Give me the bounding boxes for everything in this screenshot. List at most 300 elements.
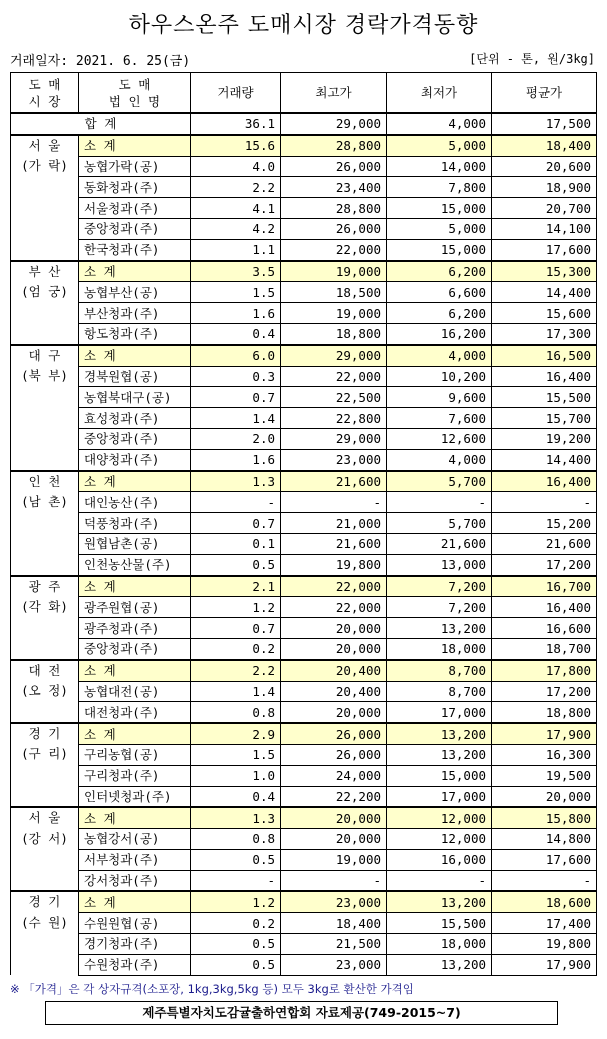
max-price-cell: 29,000 [281,428,387,449]
min-price-cell: 18,000 [387,934,492,955]
volume-cell: 1.5 [191,282,281,303]
source-note: 제주특별자치도감귤출하연합회 자료제공(749-2015~7) [45,1001,558,1025]
avg-price-cell: 20,000 [492,786,597,807]
company-cell: 소 계 [79,345,191,366]
company-cell: 농협강서(공) [79,829,191,850]
market-cell: (가 락) [11,156,79,177]
min-price-cell: 15,500 [387,913,492,934]
company-cell: 소 계 [79,723,191,744]
company-cell: 농협대전(공) [79,681,191,702]
max-price-cell: 20,000 [281,829,387,850]
max-price-cell: 21,600 [281,471,387,492]
volume-cell: 0.1 [191,533,281,554]
subtotal-row [11,471,597,492]
market-cell [11,513,79,534]
avg-price-cell: 18,600 [492,891,597,912]
min-price-cell: 13,200 [387,954,492,975]
company-cell: 농협부산(공) [79,282,191,303]
min-price-cell: 7,800 [387,177,492,198]
market-cell [11,449,79,470]
table-row [11,913,597,934]
market-cell [11,408,79,429]
table-row [11,177,597,198]
market-cell [11,765,79,786]
table-row [11,428,597,449]
market-cell [11,239,79,260]
min-price-cell: 7,200 [387,597,492,618]
min-price-cell: 13,200 [387,723,492,744]
table-row [11,323,597,344]
header-avg: 평균가 [492,73,597,114]
volume-cell: 0.4 [191,323,281,344]
volume-cell: 1.6 [191,449,281,470]
market-cell: (각 화) [11,597,79,618]
avg-price-cell: 17,900 [492,723,597,744]
avg-price-cell: 16,400 [492,471,597,492]
min-price-cell: 12,000 [387,829,492,850]
max-price-cell: 28,800 [281,198,387,219]
min-price-cell: 14,000 [387,156,492,177]
price-table [10,72,597,976]
min-price-cell: 6,200 [387,261,492,282]
max-price-cell: 20,400 [281,681,387,702]
volume-cell: 0.8 [191,702,281,723]
total-row [11,113,597,135]
min-price-cell: 6,600 [387,282,492,303]
market-cell [11,428,79,449]
market-cell: 대 구 [11,345,79,366]
avg-price-cell: 14,400 [492,449,597,470]
max-price-cell: 26,000 [281,156,387,177]
volume-cell: 1.2 [191,597,281,618]
volume-cell: 6.0 [191,345,281,366]
volume-cell: 2.2 [191,177,281,198]
unit-note: [단위 - 톤, 원/3kg] [469,52,595,66]
company-cell: 동화청과(주) [79,177,191,198]
max-price-cell: 22,000 [281,597,387,618]
min-price-cell: 13,200 [387,891,492,912]
max-price-cell: 28,800 [281,135,387,156]
volume-cell: 0.2 [191,638,281,659]
header-company [79,73,191,114]
min-price-cell: 7,600 [387,408,492,429]
min-price-cell: 21,600 [387,533,492,554]
max-price-cell: 18,500 [281,282,387,303]
min-price-cell: 17,000 [387,786,492,807]
company-cell: 서부청과(주) [79,849,191,870]
min-price-cell: 15,000 [387,765,492,786]
avg-price-cell: 19,800 [492,934,597,955]
volume-cell: 2.9 [191,723,281,744]
market-cell [11,387,79,408]
company-cell: 소 계 [79,135,191,156]
company-cell: 인천농산물(주) [79,554,191,575]
company-cell: 대인농산(주) [79,492,191,513]
avg-price-cell: 17,600 [492,849,597,870]
min-price-cell: 13,000 [387,554,492,575]
volume-cell: 1.0 [191,765,281,786]
company-cell: 구리청과(주) [79,765,191,786]
max-price-cell: 23,400 [281,177,387,198]
min-price-cell: - [387,870,492,891]
min-price-cell: 15,000 [387,198,492,219]
volume-cell: 0.5 [191,849,281,870]
avg-price-cell: 15,800 [492,807,597,828]
volume-cell: 0.7 [191,387,281,408]
min-price-cell: 17,000 [387,702,492,723]
min-price-cell: 15,000 [387,239,492,260]
header-max: 최고가 [281,73,387,114]
table-row [11,533,597,554]
table-row [11,366,597,387]
avg-price-cell: 16,300 [492,744,597,765]
footnote: ※ 「가격」은 각 상자규격(소포장, 1kg,3kg,5kg 등) 모두 3kg로 환산한 가격임 [10,982,414,996]
max-price-cell: 29,000 [281,345,387,366]
max-price-cell: 22,000 [281,576,387,597]
market-cell [11,638,79,659]
market-cell: 대 전 [11,660,79,681]
table-row [11,449,597,470]
volume-cell: 0.2 [191,913,281,934]
company-cell: 경기청과(주) [79,934,191,955]
avg-price-cell: 20,700 [492,198,597,219]
market-cell: (구 리) [11,744,79,765]
volume-cell: 1.6 [191,303,281,324]
min-price-cell: 16,000 [387,849,492,870]
volume-cell: - [191,492,281,513]
company-cell: 농협가락(공) [79,156,191,177]
market-cell: (강 서) [11,829,79,850]
max-price-cell: 21,600 [281,533,387,554]
max-price-cell: 20,000 [281,638,387,659]
market-cell: (수 원) [11,913,79,934]
volume-cell: 2.0 [191,428,281,449]
avg-price-cell: 16,400 [492,366,597,387]
volume-cell: 4.2 [191,218,281,239]
avg-price-cell: 18,800 [492,702,597,723]
table-row [11,934,597,955]
market-cell [11,554,79,575]
volume-cell: 1.5 [191,744,281,765]
max-price-cell: - [281,870,387,891]
max-price-cell: 20,400 [281,660,387,681]
subtotal-row [11,261,597,282]
avg-price-cell: 19,200 [492,428,597,449]
min-price-cell: 7,200 [387,576,492,597]
table-row [11,765,597,786]
table-row [11,702,597,723]
max-price-cell: 22,500 [281,387,387,408]
volume-cell: 0.7 [191,513,281,534]
market-cell [11,303,79,324]
market-cell [11,849,79,870]
table-row [11,744,597,765]
market-cell [11,218,79,239]
table-row [11,849,597,870]
max-price-cell: 20,000 [281,618,387,639]
company-cell: 소 계 [79,576,191,597]
company-cell: 대전청과(주) [79,702,191,723]
subtotal-row [11,660,597,681]
avg-price-cell: 17,800 [492,660,597,681]
market-cell: 경 기 [11,891,79,912]
market-cell: 서 울 [11,807,79,828]
trade-date: 거래일자: 2021. 6. 25(금) [10,54,191,69]
market-cell [11,618,79,639]
total-avg: 17,500 [492,113,597,135]
table-row [11,870,597,891]
market-cell: 경 기 [11,723,79,744]
market-cell [11,177,79,198]
company-cell: 소 계 [79,660,191,681]
min-price-cell: 5,000 [387,218,492,239]
avg-price-cell: 17,400 [492,913,597,934]
header-row [11,73,597,114]
volume-cell: 1.4 [191,408,281,429]
min-price-cell: 12,600 [387,428,492,449]
subtotal-row [11,891,597,912]
table-row [11,282,597,303]
table-row [11,408,597,429]
avg-price-cell: 16,400 [492,597,597,618]
max-price-cell: 19,000 [281,849,387,870]
table-row [11,829,597,850]
header-market-line1: 도 매 [28,76,61,92]
market-cell [11,934,79,955]
table-row [11,618,597,639]
subtotal-row [11,345,597,366]
market-cell [11,870,79,891]
avg-price-cell: 21,600 [492,533,597,554]
avg-price-cell: 14,800 [492,829,597,850]
header-volume: 거래량 [191,73,281,114]
market-cell [11,323,79,344]
volume-cell: 3.5 [191,261,281,282]
company-cell: 중앙청과(주) [79,638,191,659]
company-cell: 중앙청과(주) [79,218,191,239]
volume-cell: 15.6 [191,135,281,156]
market-cell [11,702,79,723]
avg-price-cell: - [492,492,597,513]
subtotal-row [11,723,597,744]
volume-cell: 2.1 [191,576,281,597]
avg-price-cell: 15,600 [492,303,597,324]
avg-price-cell: 17,300 [492,323,597,344]
market-cell [11,954,79,975]
company-cell: 소 계 [79,471,191,492]
subtotal-row [11,807,597,828]
volume-cell: 1.4 [191,681,281,702]
company-cell: 원협남촌(공) [79,533,191,554]
table-row [11,554,597,575]
company-cell: 서울청과(주) [79,198,191,219]
min-price-cell: 5,700 [387,471,492,492]
max-price-cell: 22,000 [281,239,387,260]
min-price-cell: 13,200 [387,744,492,765]
volume-cell: 0.5 [191,934,281,955]
market-cell: 서 울 [11,135,79,156]
company-cell: 구리농협(공) [79,744,191,765]
market-cell: (오 정) [11,681,79,702]
max-price-cell: 22,800 [281,408,387,429]
avg-price-cell: 15,200 [492,513,597,534]
table-row [11,638,597,659]
avg-price-cell: 15,300 [492,261,597,282]
header-min: 최저가 [387,73,492,114]
max-price-cell: 26,000 [281,744,387,765]
page-title: 하우스온주 도매시장 경락가격동향 [128,13,479,38]
header-company-line1: 도 매 [118,76,151,92]
max-price-cell: - [281,492,387,513]
volume-cell: 4.0 [191,156,281,177]
avg-price-cell: 18,400 [492,135,597,156]
max-price-cell: 22,000 [281,366,387,387]
total-label: 합 계 [11,113,191,135]
min-price-cell: 9,600 [387,387,492,408]
min-price-cell: 8,700 [387,660,492,681]
max-price-cell: 21,000 [281,513,387,534]
header-company-line2: 법 인 명 [108,93,161,109]
min-price-cell: 18,000 [387,638,492,659]
avg-price-cell: 17,600 [492,239,597,260]
subtotal-row [11,576,597,597]
company-cell: 광주청과(주) [79,618,191,639]
avg-price-cell: - [492,870,597,891]
market-cell: (엄 궁) [11,282,79,303]
market-cell: 광 주 [11,576,79,597]
company-cell: 덕풍청과(주) [79,513,191,534]
volume-cell: 0.5 [191,554,281,575]
total-volume: 36.1 [191,113,281,135]
min-price-cell: 5,000 [387,135,492,156]
volume-cell: 2.2 [191,660,281,681]
company-cell: 수원원협(공) [79,913,191,934]
avg-price-cell: 16,600 [492,618,597,639]
market-cell: (북 부) [11,366,79,387]
market-cell: 부 산 [11,261,79,282]
volume-cell: 4.1 [191,198,281,219]
min-price-cell: 6,200 [387,303,492,324]
min-price-cell: 12,000 [387,807,492,828]
min-price-cell: 8,700 [387,681,492,702]
avg-price-cell: 14,100 [492,218,597,239]
max-price-cell: 22,200 [281,786,387,807]
avg-price-cell: 14,400 [492,282,597,303]
header-market-line2: 시 장 [28,93,61,109]
max-price-cell: 23,000 [281,891,387,912]
subtotal-row [11,135,597,156]
min-price-cell: 4,000 [387,345,492,366]
min-price-cell: 13,200 [387,618,492,639]
max-price-cell: 26,000 [281,218,387,239]
market-cell [11,786,79,807]
company-cell: 효성청과(주) [79,408,191,429]
avg-price-cell: 16,700 [492,576,597,597]
table-row [11,492,597,513]
avg-price-cell: 18,900 [492,177,597,198]
max-price-cell: 20,000 [281,807,387,828]
company-cell: 경북원협(공) [79,366,191,387]
table-row [11,239,597,260]
max-price-cell: 21,500 [281,934,387,955]
total-max: 29,000 [281,113,387,135]
volume-cell: 0.4 [191,786,281,807]
max-price-cell: 26,000 [281,723,387,744]
table-row [11,597,597,618]
table-row [11,681,597,702]
max-price-cell: 19,800 [281,554,387,575]
min-price-cell: 16,200 [387,323,492,344]
volume-cell: 1.2 [191,891,281,912]
avg-price-cell: 15,500 [492,387,597,408]
volume-cell: 0.3 [191,366,281,387]
max-price-cell: 23,000 [281,449,387,470]
max-price-cell: 23,000 [281,954,387,975]
volume-cell: 1.3 [191,807,281,828]
avg-price-cell: 20,600 [492,156,597,177]
company-cell: 대양청과(주) [79,449,191,470]
company-cell: 인터넷청과(주) [79,786,191,807]
header-market [11,73,79,114]
table-row [11,387,597,408]
company-cell: 한국청과(주) [79,239,191,260]
max-price-cell: 20,000 [281,702,387,723]
max-price-cell: 19,000 [281,261,387,282]
avg-price-cell: 15,700 [492,408,597,429]
company-cell: 수원청과(주) [79,954,191,975]
table-row [11,513,597,534]
min-price-cell: 5,700 [387,513,492,534]
company-cell: 소 계 [79,891,191,912]
max-price-cell: 24,000 [281,765,387,786]
table-row [11,218,597,239]
market-cell [11,198,79,219]
company-cell: 강서청과(주) [79,870,191,891]
table-row [11,303,597,324]
max-price-cell: 18,800 [281,323,387,344]
volume-cell: 0.5 [191,954,281,975]
company-cell: 농협북대구(공) [79,387,191,408]
avg-price-cell: 18,700 [492,638,597,659]
volume-cell: 0.7 [191,618,281,639]
volume-cell: 0.8 [191,829,281,850]
table-row [11,156,597,177]
avg-price-cell: 17,200 [492,554,597,575]
table-row [11,198,597,219]
max-price-cell: 18,400 [281,913,387,934]
max-price-cell: 19,000 [281,303,387,324]
avg-price-cell: 17,200 [492,681,597,702]
company-cell: 중앙청과(주) [79,428,191,449]
volume-cell: 1.1 [191,239,281,260]
table-row [11,954,597,975]
company-cell: 항도청과(주) [79,323,191,344]
company-cell: 광주원협(공) [79,597,191,618]
market-cell: (남 촌) [11,492,79,513]
avg-price-cell: 19,500 [492,765,597,786]
total-min: 4,000 [387,113,492,135]
min-price-cell: 4,000 [387,449,492,470]
table-row [11,786,597,807]
market-cell: 인 천 [11,471,79,492]
min-price-cell: - [387,492,492,513]
market-cell [11,533,79,554]
company-cell: 소 계 [79,807,191,828]
avg-price-cell: 16,500 [492,345,597,366]
min-price-cell: 10,200 [387,366,492,387]
volume-cell: 1.3 [191,471,281,492]
avg-price-cell: 17,900 [492,954,597,975]
